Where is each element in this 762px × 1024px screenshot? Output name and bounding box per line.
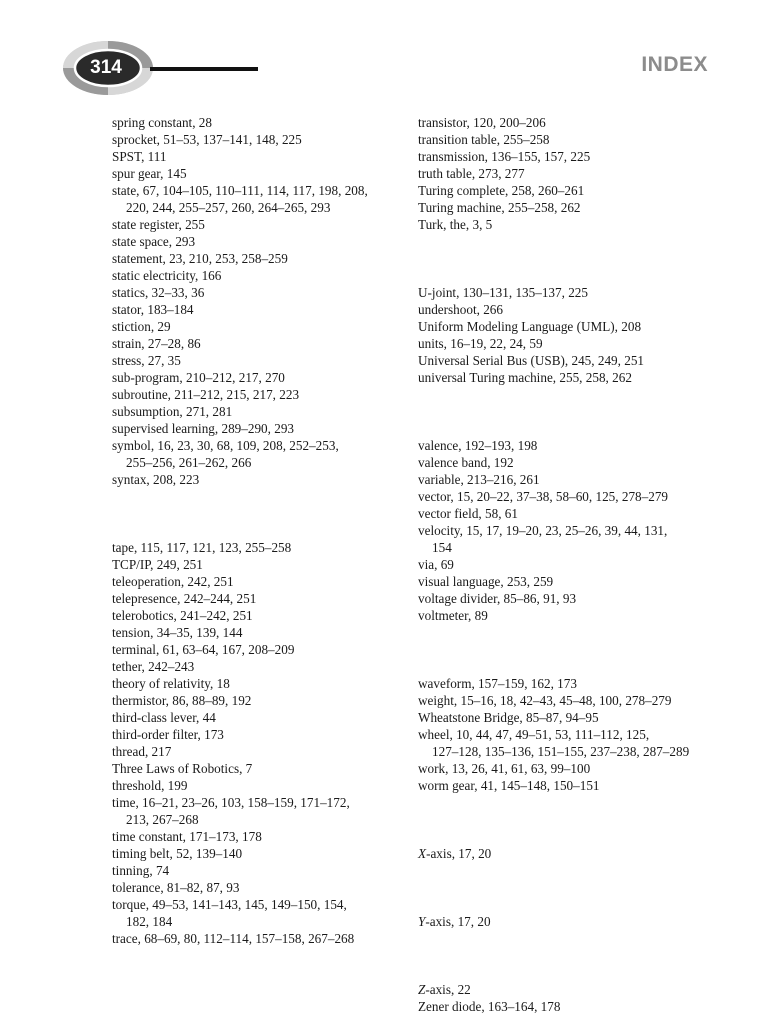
index-column-left — [112, 114, 402, 947]
index-entry-line: trace, 68–69, 80, 112–114, 157–158, 267–268 — [112, 931, 355, 946]
index-entry — [112, 726, 402, 743]
index-entry-line: sub-program, 210–212, 217, 270 — [112, 370, 285, 385]
letter-group-gap — [418, 794, 718, 845]
index-entry-line: velocity, 15, 17, 19–20, 23, 25–26, 39, 44, 131, — [418, 523, 668, 538]
index-entry-line: Turing complete, 258, 260–261 — [418, 183, 585, 198]
index-entry-line: tension, 34–35, 139, 144 — [112, 625, 243, 640]
index-entry-line: Turing machine, 255–258, 262 — [418, 200, 581, 215]
index-entry — [418, 692, 718, 709]
index-entry — [418, 454, 718, 471]
index-entry — [418, 556, 718, 573]
index-entry — [418, 369, 718, 386]
index-entry-line: tinning, 74 — [112, 863, 170, 878]
index-entry-line: theory of relativity, 18 — [112, 676, 230, 691]
index-entry-line: Uniform Modeling Language (UML), 208 — [418, 319, 642, 334]
index-entry — [418, 726, 718, 760]
index-entry — [112, 930, 402, 947]
index-entry — [418, 471, 718, 488]
index-entry — [112, 114, 402, 131]
index-entry — [112, 675, 402, 692]
index-entry — [418, 199, 718, 216]
index-entry — [112, 216, 402, 233]
index-entry-line: Three Laws of Robotics, 7 — [112, 761, 253, 776]
index-entry-line: tape, 115, 117, 121, 123, 255–258 — [112, 540, 292, 555]
index-entry — [112, 148, 402, 165]
index-entry-line: undershoot, 266 — [418, 302, 503, 317]
index-axis-letter: Y — [418, 914, 426, 929]
index-entry-line: 220, 244, 255–257, 260, 264–265, 293 — [126, 200, 331, 215]
index-entry-line: state, 67, 104–105, 110–111, 114, 117, 198, 208, — [112, 183, 368, 198]
index-entry-line: telepresence, 242–244, 251 — [112, 591, 257, 606]
index-entry-line: telerobotics, 241–242, 251 — [112, 608, 253, 623]
index-entry-line: state space, 293 — [112, 234, 196, 249]
index-entry-line: time, 16–21, 23–26, 103, 158–159, 171–172, — [112, 795, 350, 810]
index-entry — [418, 216, 718, 233]
index-entry — [418, 845, 718, 862]
index-entry — [418, 284, 718, 301]
index-entry — [418, 777, 718, 794]
index-entry-line: symbol, 16, 23, 30, 68, 109, 208, 252–253, — [112, 438, 339, 453]
index-entry-line: time constant, 171–173, 178 — [112, 829, 262, 844]
index-entry-line: stress, 27, 35 — [112, 353, 181, 368]
index-entry — [418, 318, 718, 335]
index-entry-line: teleoperation, 242, 251 — [112, 574, 234, 589]
index-entry-line: supervised learning, 289–290, 293 — [112, 421, 295, 436]
index-entry-line: syntax, 208, 223 — [112, 472, 200, 487]
index-entry-line: state register, 255 — [112, 217, 205, 232]
letter-group-gap — [112, 488, 402, 539]
index-entry-line: third-order filter, 173 — [112, 727, 224, 742]
index-entry-line: worm gear, 41, 145–148, 150–151 — [418, 778, 600, 793]
index-entry-line: via, 69 — [418, 557, 454, 572]
index-entry-line: voltage divider, 85–86, 91, 93 — [418, 591, 577, 606]
index-column-right — [418, 114, 718, 1015]
index-entry-line: weight, 15–16, 18, 42–43, 45–48, 100, 278–279 — [418, 693, 672, 708]
index-entry-line: units, 16–19, 22, 24, 59 — [418, 336, 543, 351]
index-entry-line: third-class lever, 44 — [112, 710, 216, 725]
index-entry — [112, 879, 402, 896]
letter-group-gap — [418, 930, 718, 981]
index-entry — [112, 301, 402, 318]
index-axis-letter: Z — [418, 982, 426, 997]
letter-group-gap — [418, 233, 718, 284]
index-entry — [112, 573, 402, 590]
index-entry — [112, 658, 402, 675]
index-entry — [112, 267, 402, 284]
index-entry — [418, 522, 718, 556]
index-entry — [112, 828, 402, 845]
index-entry-line: spring constant, 28 — [112, 115, 212, 130]
index-entry — [418, 301, 718, 318]
index-entry — [112, 896, 402, 930]
index-entry — [112, 471, 402, 488]
index-entry-line: thermistor, 86, 88–89, 192 — [112, 693, 252, 708]
index-entry-line: U-joint, 130–131, 135–137, 225 — [418, 285, 588, 300]
index-entry — [418, 437, 718, 454]
index-entry — [418, 165, 718, 182]
index-entry — [112, 709, 402, 726]
page-number: 314 — [90, 57, 122, 78]
index-entry — [418, 760, 718, 777]
index-entry — [418, 488, 718, 505]
index-entry-line: valence band, 192 — [418, 455, 514, 470]
letter-group-gap — [418, 386, 718, 437]
index-entry-line: thread, 217 — [112, 744, 172, 759]
index-entry-line: variable, 213–216, 261 — [418, 472, 540, 487]
index-entry — [112, 284, 402, 301]
index-entry — [112, 420, 402, 437]
index-entry-line: stiction, 29 — [112, 319, 171, 334]
index-entry-line: TCP/IP, 249, 251 — [112, 557, 203, 572]
index-entry-line: valence, 192–193, 198 — [418, 438, 538, 453]
index-axis-letter: X — [418, 846, 427, 861]
index-entry — [112, 165, 402, 182]
index-entry-line: subsumption, 271, 281 — [112, 404, 233, 419]
index-entry-line: stator, 183–184 — [112, 302, 194, 317]
index-entry — [418, 114, 718, 131]
header-rule — [150, 67, 258, 71]
index-entry-line: -axis, 17, 20 — [426, 846, 492, 861]
index-entry-line: -axis, 22 — [425, 982, 471, 997]
index-entry — [112, 250, 402, 267]
index-entry — [112, 590, 402, 607]
index-entry — [112, 131, 402, 148]
index-entry-line: spur gear, 145 — [112, 166, 187, 181]
index-entry-line: waveform, 157–159, 162, 173 — [418, 676, 577, 691]
index-entry-line: wheel, 10, 44, 47, 49–51, 53, 111–112, 125, — [418, 727, 650, 742]
index-entry-line: visual language, 253, 259 — [418, 574, 554, 589]
index-entry-line: voltmeter, 89 — [418, 608, 488, 623]
index-entry-line: vector, 15, 20–22, 37–38, 58–60, 125, 278–279 — [418, 489, 669, 504]
index-entry-line: timing belt, 52, 139–140 — [112, 846, 243, 861]
index-entry-line: tolerance, 81–82, 87, 93 — [112, 880, 240, 895]
index-entry — [418, 335, 718, 352]
page-header — [0, 0, 762, 110]
index-entry — [418, 148, 718, 165]
index-entry — [112, 403, 402, 420]
index-entry-line: tether, 242–243 — [112, 659, 195, 674]
index-entry — [418, 998, 718, 1015]
index-entry-line: Universal Serial Bus (USB), 245, 249, 251 — [418, 353, 645, 368]
index-entry-line: 154 — [432, 540, 452, 555]
index-entry — [418, 182, 718, 199]
index-entry-line: sprocket, 51–53, 137–141, 148, 225 — [112, 132, 302, 147]
index-entry-line: work, 13, 26, 41, 61, 63, 99–100 — [418, 761, 591, 776]
index-entry-line: statement, 23, 210, 253, 258–259 — [112, 251, 288, 266]
index-entry — [112, 692, 402, 709]
index-entry-line: universal Turing machine, 255, 258, 262 — [418, 370, 632, 385]
index-entry-line: vector field, 58, 61 — [418, 506, 518, 521]
index-entry — [112, 318, 402, 335]
index-entry — [418, 505, 718, 522]
index-entry — [418, 981, 718, 998]
index-entry-line: -axis, 17, 20 — [425, 914, 491, 929]
index-entry-line: Zener diode, 163–164, 178 — [418, 999, 561, 1014]
index-entry-line: 213, 267–268 — [126, 812, 199, 827]
index-entry — [112, 556, 402, 573]
index-entry-line: 255–256, 261–262, 266 — [126, 455, 252, 470]
index-entry-line: strain, 27–28, 86 — [112, 336, 201, 351]
index-entry — [112, 845, 402, 862]
index-entry — [112, 607, 402, 624]
index-entry — [112, 760, 402, 777]
index-entry-line: Turk, the, 3, 5 — [418, 217, 493, 232]
index-entry — [418, 131, 718, 148]
index-entry-line: static electricity, 166 — [112, 268, 222, 283]
index-entry — [418, 607, 718, 624]
index-entry — [112, 182, 402, 216]
index-entry — [112, 369, 402, 386]
index-entry-line: terminal, 61, 63–64, 167, 208–209 — [112, 642, 295, 657]
index-entry — [418, 573, 718, 590]
index-entry — [112, 386, 402, 403]
index-entry-line: 182, 184 — [126, 914, 173, 929]
index-entry-line: truth table, 273, 277 — [418, 166, 525, 181]
index-entry — [418, 352, 718, 369]
letter-group-gap — [418, 624, 718, 675]
index-entry-line: subroutine, 211–212, 215, 217, 223 — [112, 387, 300, 402]
index-entry — [112, 862, 402, 879]
index-entry-line: SPST, 111 — [112, 149, 167, 164]
index-entry-line: torque, 49–53, 141–143, 145, 149–150, 154, — [112, 897, 347, 912]
index-entry — [112, 437, 402, 471]
index-entry — [112, 624, 402, 641]
index-entry-line: transmission, 136–155, 157, 225 — [418, 149, 591, 164]
index-entry — [112, 233, 402, 250]
section-title: INDEX — [641, 53, 708, 76]
index-entry — [418, 675, 718, 692]
index-entry-line: statics, 32–33, 36 — [112, 285, 205, 300]
index-entry — [418, 913, 718, 930]
index-entry-line: transistor, 120, 200–206 — [418, 115, 546, 130]
index-entry-line: Wheatstone Bridge, 85–87, 94–95 — [418, 710, 599, 725]
index-entry — [418, 709, 718, 726]
index-entry-line: 127–128, 135–136, 151–155, 237–238, 287–289 — [432, 744, 690, 759]
index-entry — [112, 777, 402, 794]
index-entry — [112, 743, 402, 760]
index-entry — [112, 352, 402, 369]
index-entry-line: threshold, 199 — [112, 778, 188, 793]
index-entry — [112, 794, 402, 828]
index-entry — [418, 590, 718, 607]
index-entry — [112, 335, 402, 352]
letter-group-gap — [418, 862, 718, 913]
index-entry — [112, 641, 402, 658]
index-entry — [112, 539, 402, 556]
index-entry-line: transition table, 255–258 — [418, 132, 550, 147]
